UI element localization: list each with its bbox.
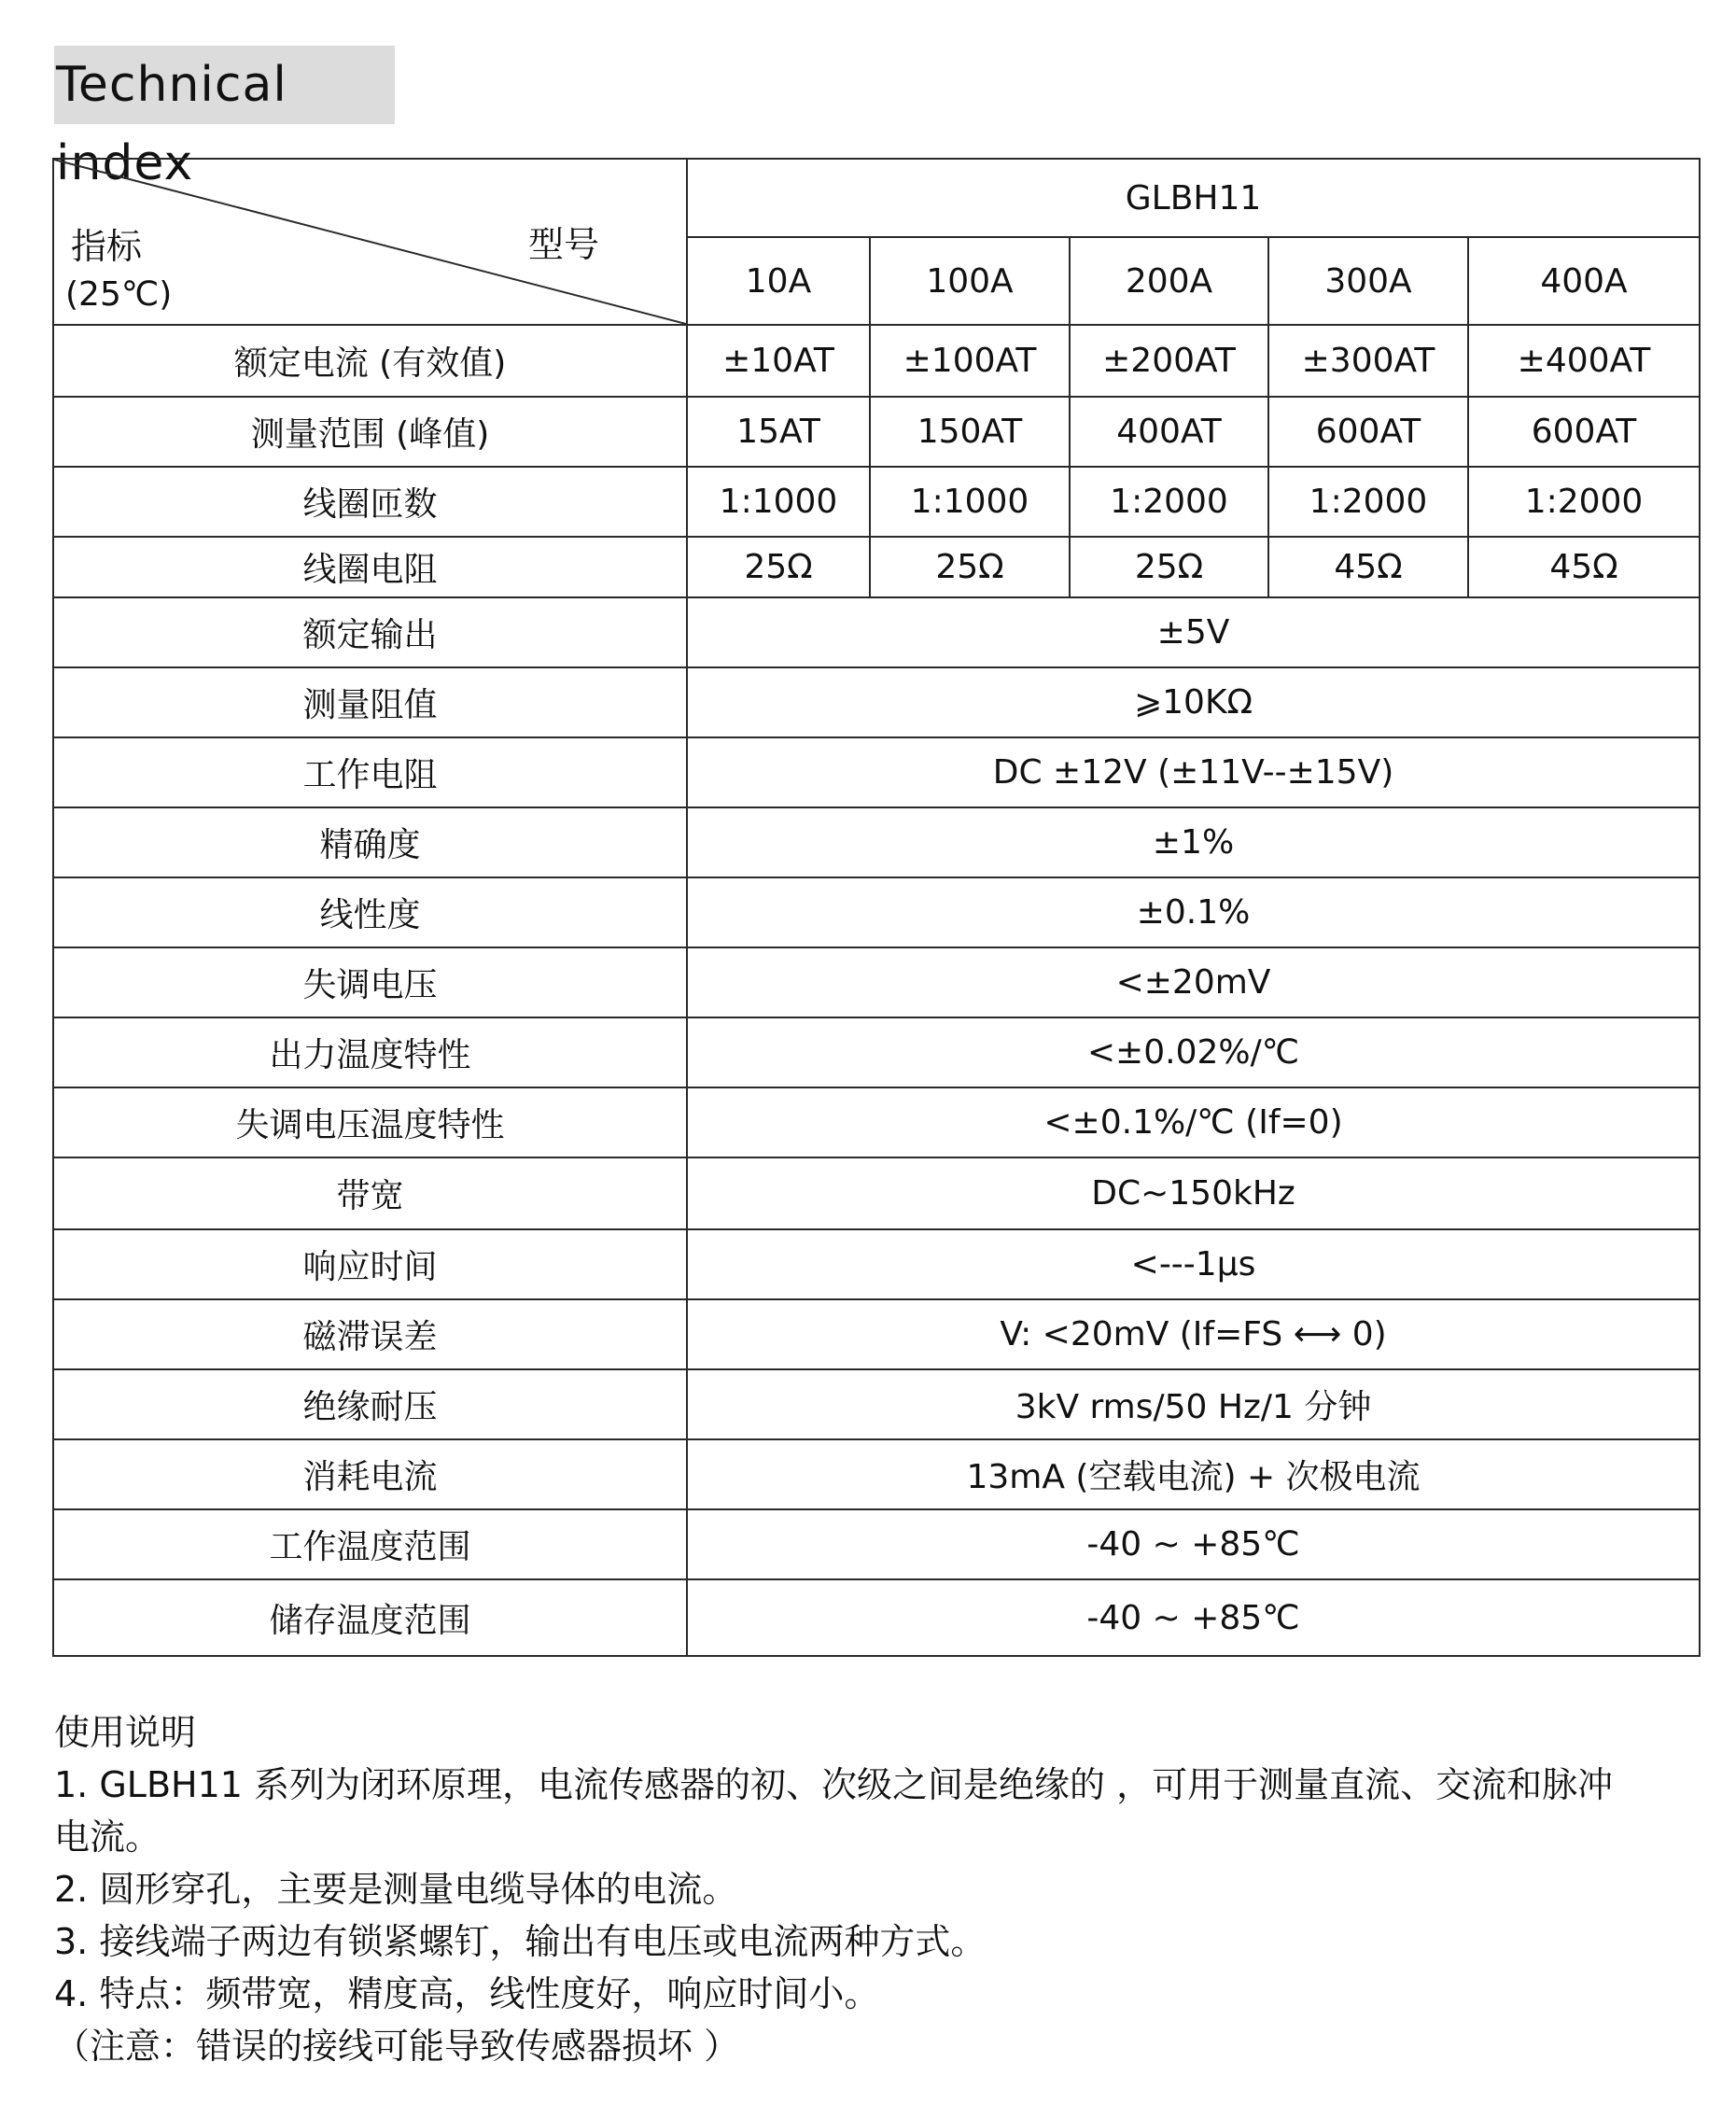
notes-heading: 使用说明 — [54, 1712, 197, 1753]
table-row — [53, 877, 1700, 947]
row-value: ±100AT — [870, 325, 1070, 397]
row-label: 响应时间 — [53, 1229, 687, 1299]
row-value: ±10AT — [687, 325, 870, 397]
row-value: <±20mV — [687, 947, 1700, 1017]
table-row — [53, 947, 1700, 1017]
row-value: 400AT — [1070, 397, 1268, 467]
table-row — [53, 1579, 1700, 1656]
row-value: 25Ω — [687, 537, 870, 597]
row-value: V: <20mV (If=FS ⟷ 0) — [687, 1299, 1700, 1369]
row-label: 线圈匝数 — [53, 467, 687, 537]
row-value: ±5V — [687, 597, 1700, 667]
notes-line: （注意：错误的接线可能导致传感器损坏 ） — [54, 2026, 740, 2067]
row-value: 15AT — [687, 397, 870, 467]
row-label: 测量阻值 — [53, 667, 687, 737]
row-label: 带宽 — [53, 1157, 687, 1229]
variant-cell: 400A — [1468, 237, 1700, 325]
table-row — [53, 1509, 1700, 1579]
table-row — [53, 1369, 1700, 1439]
notes-line: 2. 圆形穿孔，主要是测量电缆导体的电流。 — [54, 1869, 738, 1910]
row-value: 25Ω — [1070, 537, 1268, 597]
row-value: 45Ω — [1468, 537, 1700, 597]
notes-line: 1. GLBH11 系列为闭环原理，电流传感器的初、次级之间是绝缘的 ，可用于测量直流、交流和脉冲 — [54, 1764, 1614, 1805]
row-value: 45Ω — [1268, 537, 1468, 597]
notes-line: 4. 特点：频带宽，精度高，线性度好，响应时间小。 — [54, 1973, 880, 2014]
page-title: Technical index — [54, 46, 395, 124]
row-label: 额定电流 (有效值) — [53, 325, 687, 397]
row-label: 消耗电流 — [53, 1439, 687, 1509]
table-row — [53, 397, 1700, 467]
table-row — [53, 467, 1700, 537]
notes-line: 电流。 — [54, 1816, 161, 1858]
row-label: 测量范围 (峰值) — [53, 397, 687, 467]
table-row — [53, 737, 1700, 807]
table-row — [53, 597, 1700, 667]
row-label: 工作温度范围 — [53, 1509, 687, 1579]
table-row — [53, 1299, 1700, 1369]
row-label: 额定输出 — [53, 597, 687, 667]
row-label: 精确度 — [53, 807, 687, 877]
row-value: 1:2000 — [1070, 467, 1268, 537]
row-label: 绝缘耐压 — [53, 1369, 687, 1439]
row-label: 失调电压温度特性 — [53, 1087, 687, 1157]
table-row — [53, 325, 1700, 397]
table-row — [53, 1087, 1700, 1157]
table-row — [53, 1157, 1700, 1229]
row-label: 失调电压 — [53, 947, 687, 1017]
header-corner-cell — [53, 159, 687, 325]
row-value: 3kV rms/50 Hz/1 分钟 — [687, 1369, 1700, 1439]
row-value: ±200AT — [1070, 325, 1268, 397]
row-value: 150AT — [870, 397, 1070, 467]
usage-notes — [54, 1706, 1697, 2072]
table-row — [53, 1439, 1700, 1509]
variant-cell: 200A — [1070, 237, 1268, 325]
row-value: <±0.1%/℃ (If=0) — [687, 1087, 1700, 1157]
table-row — [53, 1229, 1700, 1299]
row-label: 线性度 — [53, 877, 687, 947]
row-value: 1:1000 — [870, 467, 1070, 537]
row-value: -40 ~ +85℃ — [687, 1579, 1700, 1656]
row-value: <---1μs — [687, 1229, 1700, 1299]
variant-cell: 100A — [870, 237, 1070, 325]
row-value: ±300AT — [1268, 325, 1468, 397]
row-value: 1:1000 — [687, 467, 870, 537]
row-value: DC~150kHz — [687, 1157, 1700, 1229]
row-label: 出力温度特性 — [53, 1017, 687, 1087]
row-value: ⩾10KΩ — [687, 667, 1700, 737]
row-label: 工作电阻 — [53, 737, 687, 807]
row-value: <±0.02%/℃ — [687, 1017, 1700, 1087]
header-temperature: (25℃) — [65, 275, 173, 314]
variant-cell: 10A — [687, 237, 870, 325]
header-model: 型号 — [528, 224, 600, 265]
row-value: 1:2000 — [1468, 467, 1700, 537]
header-indicator: 指标 — [71, 226, 143, 267]
table-row — [53, 807, 1700, 877]
row-value: 600AT — [1468, 397, 1700, 467]
row-value: DC ±12V (±11V--±15V) — [687, 737, 1700, 807]
row-label: 储存温度范围 — [53, 1579, 687, 1656]
variant-cell: 300A — [1268, 237, 1468, 325]
spec-table — [52, 158, 1701, 1657]
row-label: 磁滞误差 — [53, 1299, 687, 1369]
model-name: GLBH11 — [687, 159, 1700, 237]
row-value: 600AT — [1268, 397, 1468, 467]
row-value: ±400AT — [1468, 325, 1700, 397]
row-value: -40 ~ +85℃ — [687, 1509, 1700, 1579]
table-row — [53, 537, 1700, 597]
notes-line: 3. 接线端子两边有锁紧螺钉，输出有电压或电流两种方式。 — [54, 1921, 987, 1962]
row-value: ±0.1% — [687, 877, 1700, 947]
row-label: 线圈电阻 — [53, 537, 687, 597]
row-value: 1:2000 — [1268, 467, 1468, 537]
row-value: ±1% — [687, 807, 1700, 877]
table-row — [53, 1017, 1700, 1087]
row-value: 25Ω — [870, 537, 1070, 597]
table-row — [53, 667, 1700, 737]
row-value: 13mA (空载电流) + 次极电流 — [687, 1439, 1700, 1509]
